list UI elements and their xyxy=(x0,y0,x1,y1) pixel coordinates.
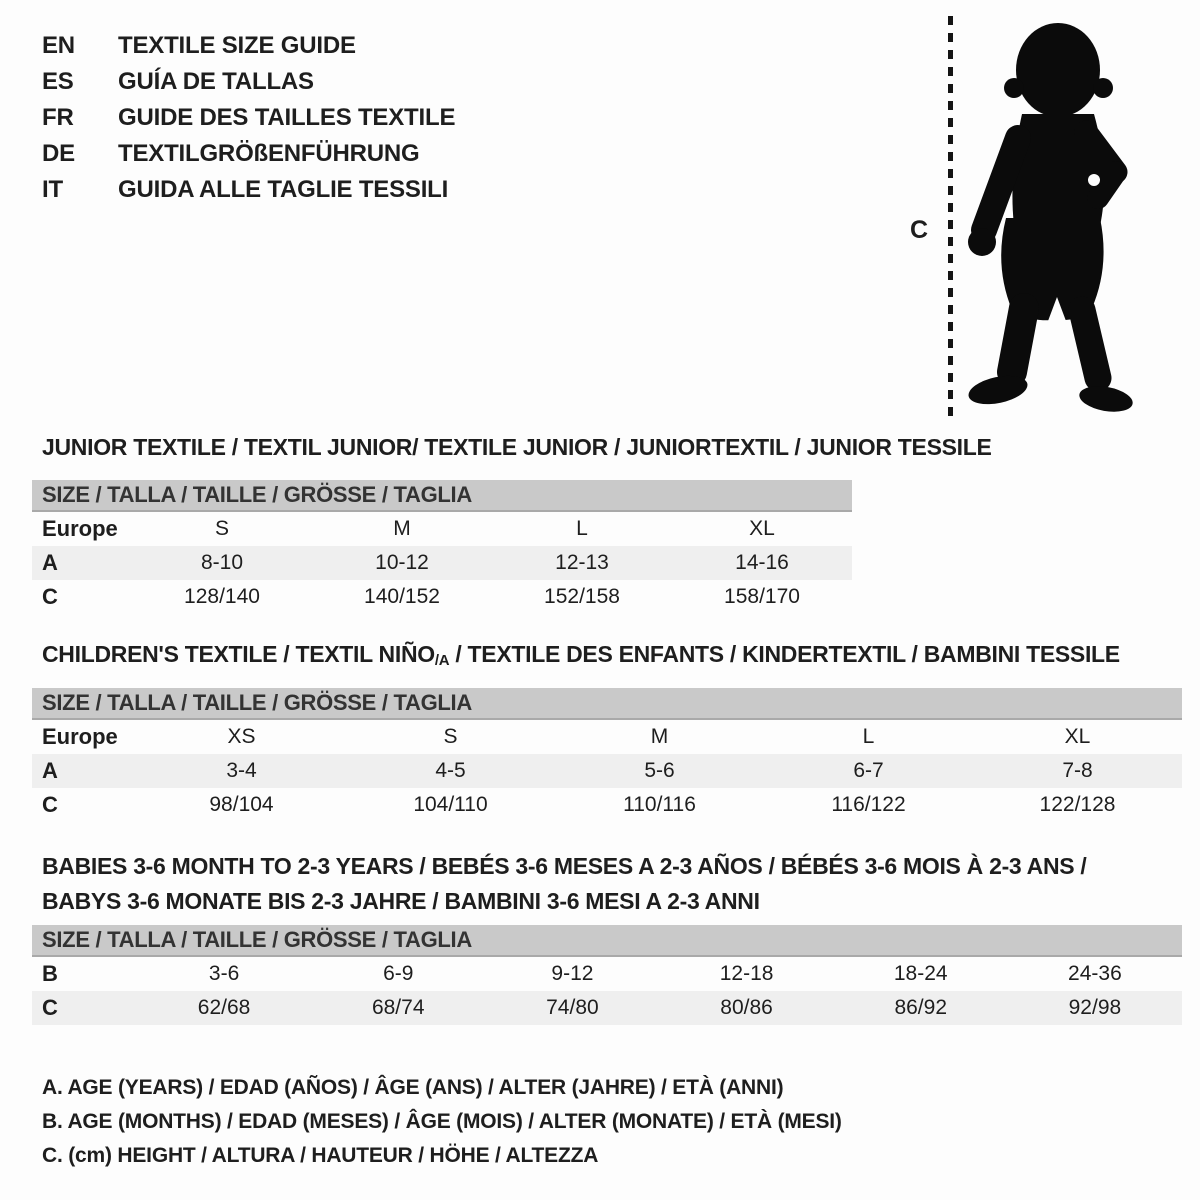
size-cell: 6-9 xyxy=(383,962,414,985)
table-row xyxy=(32,957,1182,991)
baby-head xyxy=(1004,23,1113,117)
size-cell: 6-7 xyxy=(853,759,884,782)
size-cell: S xyxy=(214,517,229,540)
table-row xyxy=(32,720,1182,754)
height-measure-label: C xyxy=(910,216,929,244)
size-header-bar: SIZE / TALLA / TAILLE / GRÖSSE / TAGLIA xyxy=(32,480,852,512)
size-cell: XL xyxy=(749,517,775,540)
row-label-cell: B xyxy=(42,961,58,986)
size-cell: 92/98 xyxy=(1068,996,1122,1019)
size-cell: 24-36 xyxy=(1068,962,1122,985)
junior-section-title: JUNIOR TEXTILE / TEXTIL JUNIOR/ TEXTILE JUNIOR / JUNIORTEXTIL / JUNIOR TESSILE xyxy=(42,434,992,460)
size-cell: 8-10 xyxy=(200,551,244,574)
size-cell: 18-24 xyxy=(893,962,948,985)
size-cell: 74/80 xyxy=(546,996,599,1019)
size-cell: M xyxy=(650,725,669,748)
language-title: GUIDE DES TAILLES TEXTILE xyxy=(118,104,456,131)
size-cell: S xyxy=(443,725,458,748)
size-cell: 152/158 xyxy=(544,585,620,608)
table-row xyxy=(32,788,1182,822)
size-cell: L xyxy=(862,725,875,748)
size-cell: 9-12 xyxy=(551,962,594,985)
table-row xyxy=(32,546,852,580)
size-cell: 122/128 xyxy=(1039,793,1116,816)
toddler-silhouette-image xyxy=(962,20,1142,418)
size-cell: 10-12 xyxy=(375,551,429,574)
size-cell: L xyxy=(576,517,588,540)
size-cell: 86/92 xyxy=(894,996,948,1019)
legend-line-a: A. AGE (YEARS) / EDAD (AÑOS) / ÂGE (ANS) / ALTER (JAHRE) / ETÀ (ANNI) xyxy=(42,1076,784,1099)
size-cell: 7-8 xyxy=(1062,759,1093,782)
babies-size-table xyxy=(32,925,1182,1025)
size-cell: XL xyxy=(1064,725,1091,748)
language-title: TEXTILGRÖßENFÜHRUNG xyxy=(118,140,420,167)
size-cell: 3-4 xyxy=(226,759,257,782)
language-row xyxy=(42,28,455,64)
babies-section-title xyxy=(42,849,1087,919)
language-row xyxy=(42,136,455,172)
junior-size-table xyxy=(32,480,852,614)
language-list xyxy=(42,28,455,208)
size-cell: 104/110 xyxy=(413,793,488,816)
height-dashed-line xyxy=(948,16,953,416)
size-cell: 158/170 xyxy=(724,585,800,608)
size-cell: 5-6 xyxy=(644,759,675,782)
legend-line-b: B. AGE (MONTHS) / EDAD (MESES) / ÂGE (MOIS) / ALTER (MONATE) / ETÀ (MESI) xyxy=(42,1110,842,1133)
size-header-bar: SIZE / TALLA / TAILLE / GRÖSSE / TAGLIA xyxy=(32,925,1182,957)
row-label-cell: A xyxy=(42,550,58,575)
row-label-cell: Europe xyxy=(42,724,118,749)
language-code: EN xyxy=(42,32,75,59)
table-row xyxy=(32,580,852,614)
row-label-cell: C xyxy=(42,995,58,1020)
row-label-cell: C xyxy=(42,584,58,609)
children-title-suffix: / TEXTILE DES ENFANTS / KINDERTEXTIL / BAMBINI TESSILE xyxy=(449,641,1120,667)
table-row xyxy=(32,754,1182,788)
size-cell: M xyxy=(393,517,411,540)
language-title: TEXTILE SIZE GUIDE xyxy=(118,32,356,59)
size-cell: 14-16 xyxy=(735,551,789,574)
language-code: DE xyxy=(42,140,75,167)
size-cell: 4-5 xyxy=(435,759,466,782)
size-cell: 62/68 xyxy=(197,996,251,1019)
size-cell: 80/86 xyxy=(720,996,773,1019)
measure-legend xyxy=(42,1071,842,1173)
children-title-subscript: /A xyxy=(434,652,450,669)
row-label-cell: Europe xyxy=(42,516,118,541)
size-cell: 12-18 xyxy=(719,962,774,985)
language-code: FR xyxy=(42,104,74,131)
size-cell: 128/140 xyxy=(184,585,260,608)
size-cell: 116/122 xyxy=(831,793,906,816)
size-header-bar: SIZE / TALLA / TAILLE / GRÖSSE / TAGLIA xyxy=(32,688,1182,720)
language-row xyxy=(42,100,455,136)
size-cell: 140/152 xyxy=(364,585,440,608)
size-cell: 12-13 xyxy=(555,551,609,574)
size-cell: 98/104 xyxy=(209,793,274,816)
language-code: ES xyxy=(42,68,74,95)
babies-title-line1: BABIES 3-6 MONTH TO 2-3 YEARS / BEBÉS 3-6 MESES A 2-3 AÑOS / BÉBÉS 3-6 MOIS À 2-3 ANS / xyxy=(42,853,1087,879)
row-label-cell: C xyxy=(42,792,58,817)
row-label-cell: A xyxy=(42,758,58,783)
language-row xyxy=(42,64,455,100)
children-title-prefix: CHILDREN'S TEXTILE / TEXTIL NIÑO xyxy=(42,641,435,667)
language-title: GUIDA ALLE TAGLIE TESSILI xyxy=(118,176,449,203)
children-size-table xyxy=(32,688,1182,822)
table-row xyxy=(32,512,852,546)
babies-title-line2: BABYS 3-6 MONATE BIS 2-3 JAHRE / BAMBINI 3-6 MESI A 2-3 ANNI xyxy=(42,888,760,914)
size-cell: 68/74 xyxy=(371,996,425,1019)
language-row xyxy=(42,172,455,208)
size-cell: XS xyxy=(227,725,256,748)
legend-line-c: C. (cm) HEIGHT / ALTURA / HAUTEUR / HÖHE / ALTEZZA xyxy=(42,1144,599,1167)
children-section-title xyxy=(42,641,1120,668)
size-cell: 3-6 xyxy=(208,962,240,985)
table-row xyxy=(32,991,1182,1025)
language-title: GUÍA DE TALLAS xyxy=(118,68,314,95)
size-cell: 110/116 xyxy=(623,793,696,816)
language-code: IT xyxy=(42,176,63,203)
